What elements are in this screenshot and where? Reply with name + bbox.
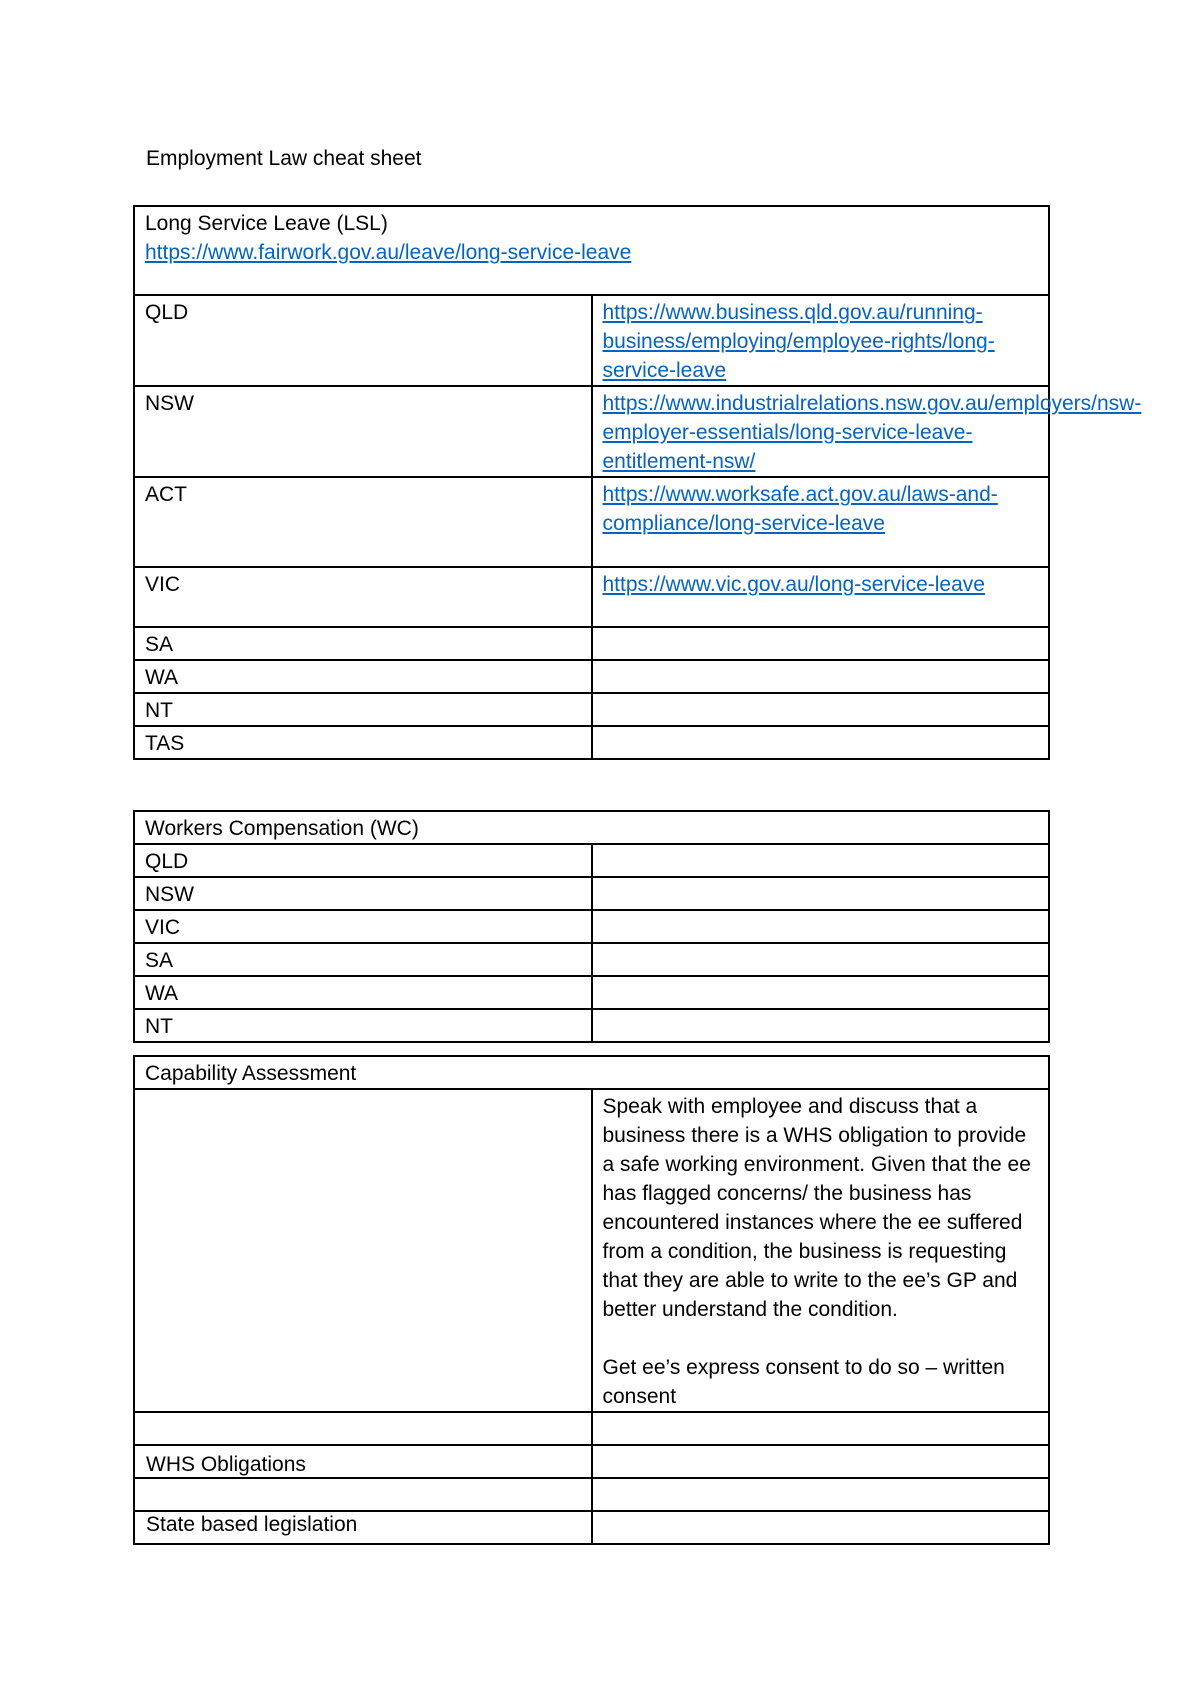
lsl-empty-cell <box>592 660 1050 693</box>
capability-empty-row <box>134 1478 1049 1511</box>
lsl-row-wa <box>134 660 1049 693</box>
wc-state-label: NT <box>134 1009 592 1042</box>
lsl-row-tas <box>134 726 1049 759</box>
wc-empty-cell <box>592 877 1050 910</box>
wc-row <box>134 844 1049 877</box>
lsl-row-nt <box>134 693 1049 726</box>
lsl-link-cell <box>592 386 1142 477</box>
capability-empty-row <box>134 1412 1049 1445</box>
page-title: Employment Law cheat sheet <box>146 147 422 170</box>
wc-state-label: WA <box>134 976 592 1009</box>
wc-empty-cell <box>592 943 1050 976</box>
lsl-state-label: SA <box>134 627 592 660</box>
capability-header-row <box>134 1056 1049 1089</box>
lsl-heading: Long Service Leave (LSL) <box>145 212 388 235</box>
lsl-empty-cell <box>592 627 1050 660</box>
lsl-row-vic <box>134 567 1049 627</box>
capability-empty-cell <box>134 1412 592 1445</box>
wc-state-label: NSW <box>134 877 592 910</box>
lsl-nsw-link[interactable]: https://www.industrialrelations.nsw.gov.au/employers/nsw-employer-essentials/long-service-leave-entitlement-nsw/ <box>602 392 1142 473</box>
capability-paragraph: Speak with employee and discuss that a business there is a WHS obligation to provide a safe working environment. Given that the ee has flagged concerns/ the business has encountered instances where the ee suffered from a condition, the business is requesting that they are able to write to the ee’s GP and better understand the condition. <box>602 1095 1031 1321</box>
lsl-state-label: NT <box>134 693 592 726</box>
capability-empty-cell <box>134 1478 592 1511</box>
capability-empty-cell <box>134 1089 592 1412</box>
capability-empty-cell <box>592 1412 1050 1445</box>
lsl-header-row <box>134 206 1049 295</box>
lsl-state-label: NSW <box>134 386 592 477</box>
wc-state-label: VIC <box>134 910 592 943</box>
lsl-header-cell <box>134 206 1049 295</box>
lsl-row-nsw <box>134 386 1049 477</box>
lsl-table <box>133 205 1142 760</box>
lsl-empty-cell <box>592 693 1050 726</box>
lsl-empty-cell <box>592 726 1050 759</box>
lsl-state-label: VIC <box>134 567 592 627</box>
wc-row <box>134 1009 1049 1042</box>
wc-state-label: SA <box>134 943 592 976</box>
wc-row <box>134 943 1049 976</box>
capability-empty-cell <box>592 1511 1050 1544</box>
lsl-state-label: WA <box>134 660 592 693</box>
lsl-state-label: ACT <box>134 477 592 567</box>
capability-content-row <box>134 1089 1049 1412</box>
capability-heading: Capability Assessment <box>134 1056 1049 1089</box>
wc-heading: Workers Compensation (WC) <box>134 811 1049 844</box>
wc-empty-cell <box>592 844 1050 877</box>
lsl-fairwork-link[interactable]: https://www.fairwork.gov.au/leave/long-service-leave <box>145 241 632 264</box>
lsl-state-label: QLD <box>134 295 592 386</box>
capability-empty-cell <box>592 1478 1050 1511</box>
capability-consent-note: Get ee’s express consent to do so – written consent <box>602 1356 1005 1408</box>
wc-state-label: QLD <box>134 844 592 877</box>
capability-description <box>592 1089 1050 1412</box>
wc-row <box>134 976 1049 1009</box>
lsl-row-qld <box>134 295 1049 386</box>
wc-header-row <box>134 811 1049 844</box>
wc-empty-cell <box>592 1009 1050 1042</box>
lsl-state-label: TAS <box>134 726 592 759</box>
capability-empty-cell <box>592 1445 1050 1478</box>
wc-table <box>133 810 1050 1043</box>
wc-empty-cell <box>592 976 1050 1009</box>
wc-row <box>134 910 1049 943</box>
lsl-link-cell <box>592 477 1050 567</box>
lsl-link-cell <box>592 295 1050 386</box>
lsl-act-link[interactable]: https://www.worksafe.act.gov.au/laws-and-compliance/long-service-leave <box>602 483 998 535</box>
lsl-row-sa <box>134 627 1049 660</box>
wc-empty-cell <box>592 910 1050 943</box>
whs-obligations-heading: WHS Obligations <box>146 1453 306 1476</box>
wc-row <box>134 877 1049 910</box>
lsl-link-cell <box>592 567 1050 627</box>
lsl-vic-link[interactable]: https://www.vic.gov.au/long-service-leave <box>602 573 985 596</box>
lsl-qld-link[interactable]: https://www.business.qld.gov.au/running-business/employing/employee-rights/long-service-leave <box>602 301 995 382</box>
state-legislation-heading: State based legislation <box>146 1513 358 1536</box>
lsl-row-act <box>134 477 1049 567</box>
